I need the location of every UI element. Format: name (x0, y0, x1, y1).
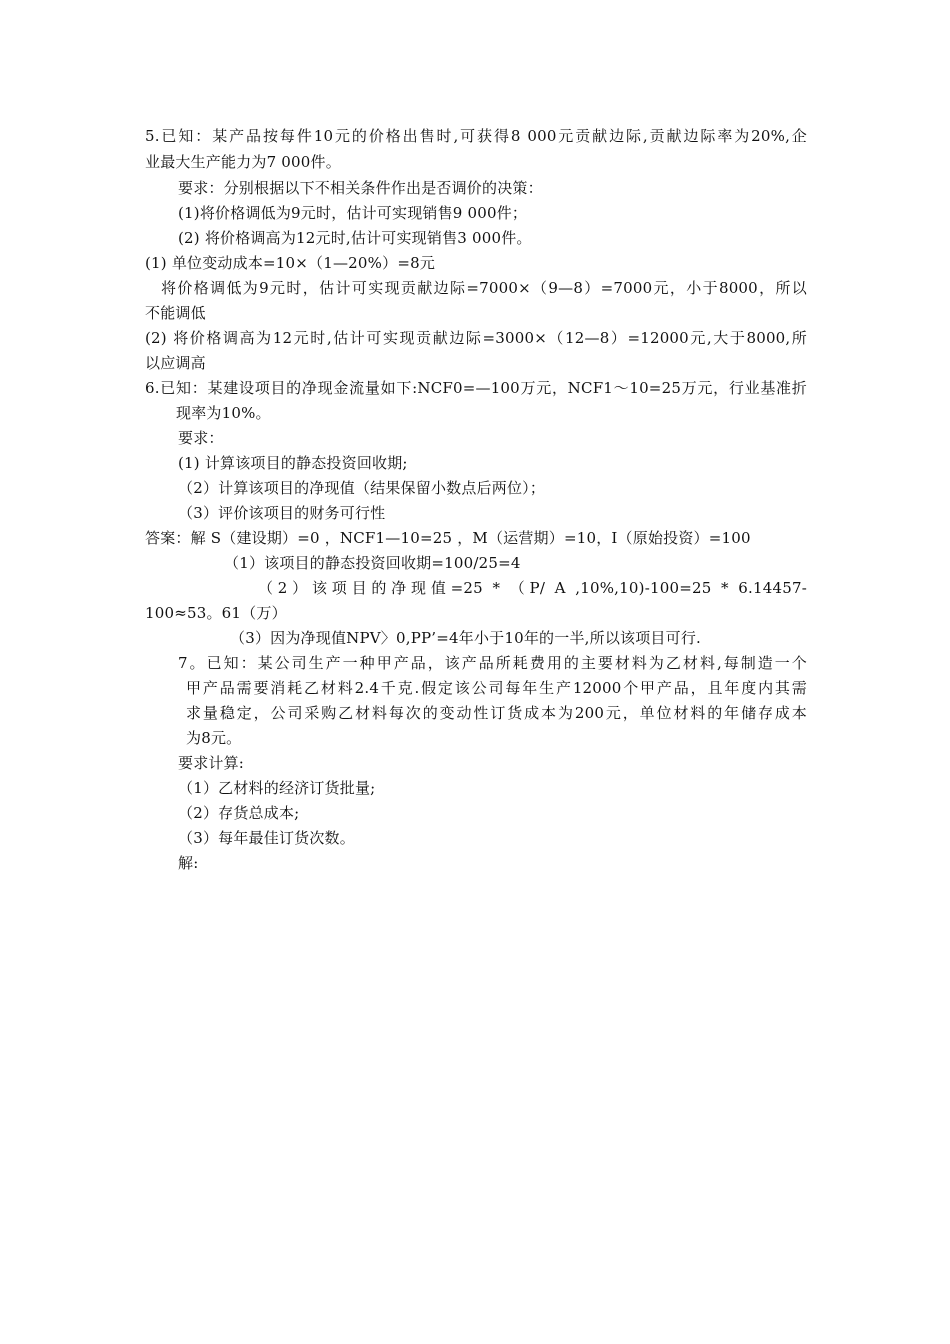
q5-requirement: 要求：分别根据以下不相关条件作出是否调价的决策： (178, 179, 543, 197)
q6-item-2: （2）计算该项目的净现值（结果保留小数点后两位）； (178, 479, 546, 497)
q6-answer-2-line-1: （2）该项目的净现值=25 * （P/ A ,10%,10)-100=25 * 6.14457- (258, 579, 807, 597)
q6-answer-header: 答案：解 S（建设期）=0 ，NCF1—10=25 ，M（运营期）=10，I（原始投资）=100 (145, 529, 751, 547)
q5-answer-2-line-1: (2) 将价格调高为12元时,估计可实现贡献边际=3000×（12—8）=12000元,大于8000,所 (145, 329, 807, 347)
q6-item-1: (1) 计算该项目的静态投资回收期; (178, 454, 408, 472)
q7-stem-line-3: 求量稳定，公司采购乙材料每次的变动性订货成本为200元，单位材料的年储存成本 (186, 704, 807, 722)
q5-answer-1-detail-line-2: 不能调低 (145, 304, 206, 322)
q6-requirement: 要求： (178, 429, 224, 447)
q6-stem-line-2: 现率为10%。 (176, 404, 271, 422)
q7-item-1: （1）乙材料的经济订货批量; (178, 779, 376, 797)
q6-item-3: （3）评价该项目的财务可行性 (178, 504, 386, 522)
q6-answer-3: （3）因为净现值NPV〉0,PP’=4年小于10年的一半,所以该项目可行. (230, 629, 701, 647)
q7-stem-line-1: 7。已知：某公司生产一种甲产品，该产品所耗费用的主要材料为乙材料,每制造一个 (178, 654, 807, 672)
q7-solution-label: 解: (178, 854, 199, 872)
q5-answer-1-detail-line-1: 将价格调低为9元时，估计可实现贡献边际=7000×（9—8）=7000元，小于8000，所以 (161, 279, 807, 297)
q6-stem-line-1: 6.已知：某建设项目的净现金流量如下:NCF0=—100万元，NCF1～10=25万元，行业基准折 (145, 379, 807, 397)
q7-stem-line-4: 为8元。 (186, 729, 242, 747)
q6-answer-2-line-2: 100≈53。61（万） (145, 604, 287, 622)
q5-answer-1: (1) 单位变动成本=10×（1—20%）=8元 (145, 254, 436, 272)
q5-condition-1: (1)将价格调低为9元时，估计可实现销售9 000件； (178, 204, 528, 222)
q5-stem-line-1: 5.已知：某产品按每件10元的价格出售时,可获得8 000元贡献边际,贡献边际率为20%,企 (145, 127, 807, 145)
q5-stem-line-2: 业最大生产能力为7 000件。 (145, 153, 341, 171)
q7-item-3: （3）每年最佳订货次数。 (178, 829, 355, 847)
q7-item-2: （2）存货总成本; (178, 804, 300, 822)
q5-condition-2: (2) 将价格调高为12元时,估计可实现销售3 000件。 (178, 229, 532, 247)
q6-answer-1: （1）该项目的静态投资回收期=100/25=4 (224, 554, 521, 572)
q7-stem-line-2: 甲产品需要消耗乙材料2.4千克.假定该公司每年生产12000个甲产品，且年度内其需 (186, 679, 807, 697)
q7-requirement: 要求计算: (178, 754, 245, 772)
q5-answer-2-line-2: 以应调高 (145, 354, 206, 372)
